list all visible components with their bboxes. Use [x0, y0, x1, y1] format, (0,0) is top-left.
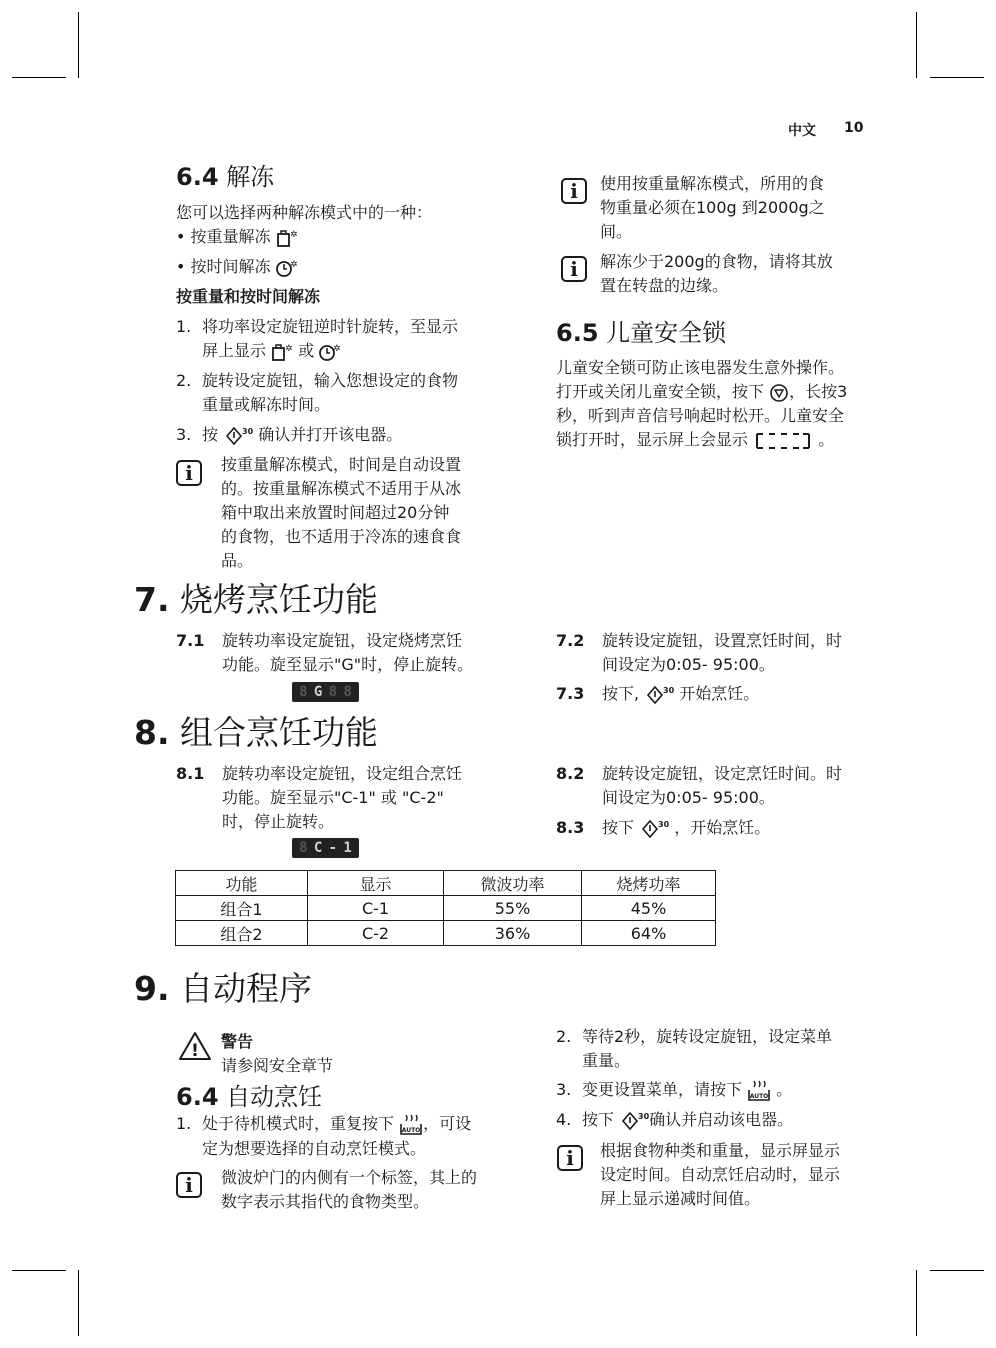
info-icon: i	[176, 1172, 202, 1198]
table-header-cell: 烧烤功率	[582, 871, 716, 896]
lcd-combi-display: 8 C - 1	[292, 838, 359, 858]
svg-text:!: !	[191, 1041, 199, 1061]
info-icon: i	[561, 256, 587, 282]
step-9-4: 4. 按下 30 确认并启动该电器。	[556, 1108, 876, 1132]
step-8-2: 8.2 旋转设定旋钮，设定烹饪时间。时 间设定为0:05- 95:00。	[556, 764, 843, 807]
svg-text:✲: ✲	[333, 343, 341, 354]
info-icon: i	[176, 460, 202, 486]
svg-text:30: 30	[242, 426, 254, 436]
table-header-cell: 微波功率	[444, 871, 582, 896]
step-3: 3. 按 30 确认并打开该电器。	[176, 423, 496, 447]
crop-mark	[12, 77, 66, 78]
step-9-2: 2. 等待2秒，旋转设定旋钮，设定菜单 重量。	[556, 1027, 833, 1070]
note-door-label: 微波炉门的内侧有一个标签，其上的 数字表示其指代的食物类型。	[221, 1168, 478, 1211]
crop-mark	[930, 1270, 984, 1271]
lock-display-icon	[753, 431, 813, 451]
time-defrost-icon	[276, 258, 298, 278]
step-7-2: 7.2 旋转设定旋钮，设置烹饪时间，时 间设定为0:05- 95:00。	[556, 631, 843, 674]
table-cell: 55%	[444, 896, 582, 921]
note-weight-defrost: 按重量解冻模式，时间是自动设置 的。按重量解冻模式不适用于从冰 箱中取出来放置时间超过20分钟 的食物，也不适用于冷冻的速食食 品。	[221, 455, 462, 570]
page-language: 中文	[788, 123, 816, 139]
start-icon	[639, 818, 669, 840]
step-9-1: 1. 处于待机模式时，重复按下 AUTO ，可设 定为想要选择的自动烹饪模式。	[176, 1114, 472, 1158]
table-header-cell: 显示	[308, 871, 444, 896]
warning-text: 请参阅安全章节	[221, 1056, 334, 1075]
crop-mark	[12, 1270, 66, 1271]
info-icon: i	[557, 1145, 583, 1171]
step-1: 1. 将功率设定旋钮逆时针旋转，至显示 屏上显示 ✲ 或 ✲	[176, 317, 459, 360]
step-7-3: 7.3 按下, 30 开始烹饪。	[556, 682, 876, 706]
crop-mark	[916, 12, 917, 78]
combi-function-table	[175, 870, 716, 946]
section-6-4-heading: 6.4 解冻	[176, 163, 275, 191]
svg-text:30: 30	[658, 819, 670, 829]
bullet-weight-defrost: • 按重量解冻 ✲	[176, 227, 298, 246]
section-7-heading: 7. 烧烤烹饪功能	[134, 580, 378, 619]
info-icon: i	[561, 178, 587, 204]
svg-text:✲: ✲	[285, 343, 293, 354]
table-cell: C-2	[308, 921, 444, 946]
section-6-5-body: 儿童安全锁可防止该电器发生意外操作。 打开或关闭儿童安全锁，按下 ，长按3 秒，听到声音信号响起时松开。儿童安全 锁打开时，显示屏上会显示 。	[556, 358, 848, 449]
svg-text:AUTO: AUTO	[401, 1126, 421, 1134]
auto-menu-icon	[747, 1079, 771, 1103]
auto-menu-icon	[399, 1113, 423, 1137]
svg-text:30: 30	[638, 1111, 650, 1121]
step-8-1: 8.1 旋转功率设定旋钮，设定组合烹饪 功能。旋至显示"C-1" 或 "C-2" 时，停止旋转。	[176, 764, 463, 831]
table-cell: 36%	[444, 921, 582, 946]
time-defrost-icon	[319, 342, 341, 362]
crop-mark	[916, 1270, 917, 1336]
table-cell: C-1	[308, 896, 444, 921]
warning-title: 警告	[221, 1032, 254, 1051]
table-header-cell: 功能	[176, 871, 308, 896]
table-cell: 45%	[582, 896, 716, 921]
section-8-heading: 8. 组合烹饪功能	[134, 713, 378, 752]
section-6-5-heading: 6.5 儿童安全锁	[556, 319, 727, 347]
note-weight-range: 使用按重量解冻模式，所用的食 物重量必须在100g 到2000g之 间。	[600, 174, 825, 241]
table-row	[176, 921, 716, 946]
step-9-3: 3. 变更设置菜单，请按下 AUTO 。	[556, 1078, 876, 1103]
bullet-time-defrost: • 按时间解冻 ✲	[176, 257, 298, 276]
table-cell: 组合1	[176, 896, 308, 921]
crop-mark	[78, 12, 79, 78]
section-6-4-intro: 您可以选择两种解冻模式中的一种：	[176, 203, 433, 222]
section-9-heading: 9. 自动程序	[134, 969, 312, 1008]
crop-mark	[78, 1270, 79, 1336]
svg-text:✲: ✲	[289, 259, 298, 270]
note-auto-cook-display: 根据食物种类和重量，显示屏显示 设定时间。自动烹饪启动时，显示 屏上显示递减时间值。	[600, 1141, 841, 1208]
stop-lock-icon	[769, 383, 789, 403]
table-cell: 组合2	[176, 921, 308, 946]
table-cell: 64%	[582, 921, 716, 946]
lcd-grill-display: 8 G 8 8	[292, 682, 359, 702]
start-icon	[644, 684, 674, 706]
svg-text:✲: ✲	[289, 229, 298, 240]
step-8-3: 8.3 按下 30 ，开始烹饪。	[556, 816, 876, 840]
step-2: 2. 旋转设定旋钮，输入您想设定的食物 重量或解冻时间。	[176, 371, 459, 414]
note-small-food: 解冻少于200g的食物，请将其放 置在转盘的边缘。	[600, 252, 833, 295]
section-auto-cook-heading: 6.4 自动烹饪	[176, 1083, 323, 1111]
start-icon	[619, 1110, 649, 1132]
page-number: 10	[844, 120, 864, 136]
svg-text:AUTO: AUTO	[749, 1092, 769, 1100]
section-6-4-subheading: 按重量和按时间解冻	[176, 287, 321, 306]
table-header-row	[176, 871, 716, 896]
crop-mark	[930, 77, 984, 78]
step-7-1: 7.1 旋转功率设定旋钮，设定烧烤烹饪 功能。旋至显示"G"时，停止旋转。	[176, 631, 474, 674]
start-icon	[223, 425, 253, 447]
svg-text:30: 30	[663, 685, 675, 695]
weight-defrost-icon	[276, 228, 298, 248]
table-row	[176, 896, 716, 921]
weight-defrost-icon	[271, 342, 293, 362]
warning-icon	[178, 1031, 212, 1061]
